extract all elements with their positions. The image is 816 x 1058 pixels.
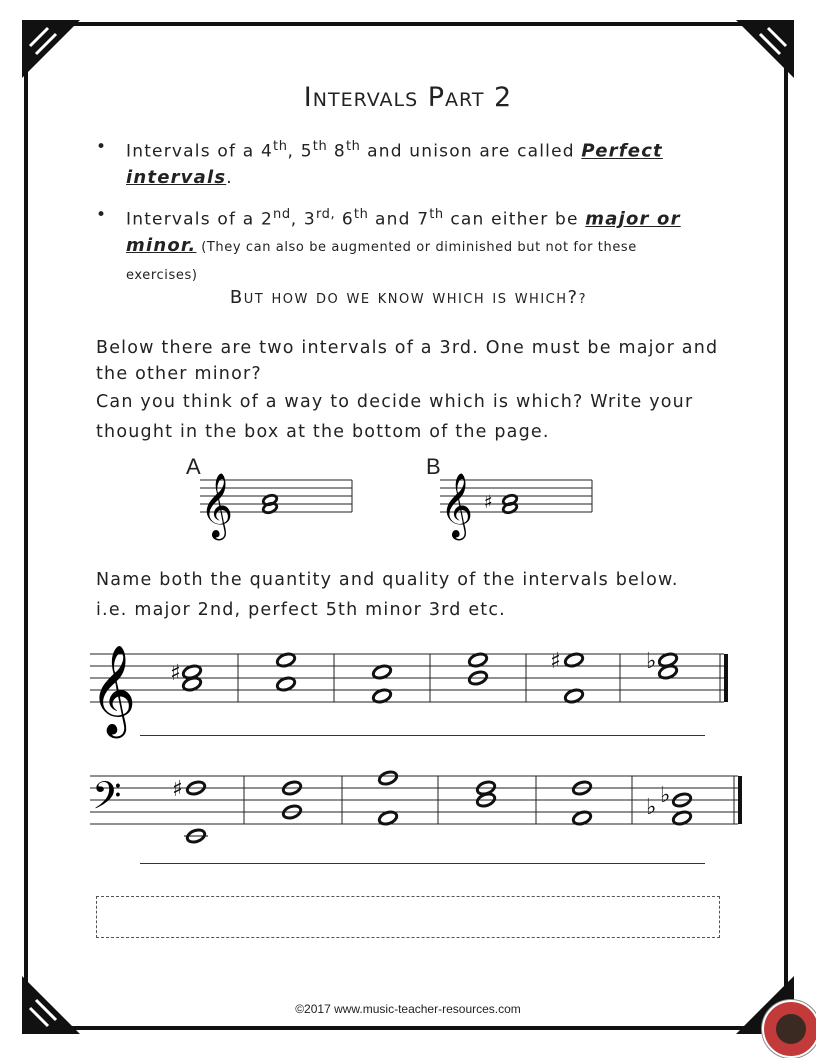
paragraph-decide: Can you think of a way to decide which is which? Write your thought in the box at the bottom of the page. [96, 392, 694, 442]
bass-clef-icon: 𝄢 [92, 773, 122, 827]
bullet-dot: • [96, 205, 108, 225]
instruction-name-intervals: Name both the quantity and quality of the intervals below. [96, 570, 679, 590]
flat-icon: ♭ [660, 783, 671, 808]
bullet-text: Intervals of a 4th, 5th 8th and unison are called Perfect intervals. [126, 139, 663, 188]
perfect-intervals-emphasis: Perfect intervals [126, 140, 663, 188]
answer-line-treble[interactable] [140, 735, 705, 736]
copyright-footer: ©2017 www.music-teacher-resources.com [295, 1002, 521, 1016]
corner-decoration-top-left [22, 20, 92, 90]
instruction-example: i.e. major 2nd, perfect 5th minor 3rd etc. [96, 600, 506, 620]
note-head [378, 770, 399, 786]
final-barline [724, 654, 728, 702]
treble-clef-icon: 𝄞 [90, 645, 137, 735]
paragraph-two-intervals: Below there are two intervals of a 3rd. One must be major and the other minor? [96, 338, 719, 384]
answer-box[interactable] [96, 896, 720, 938]
answer-line-bass[interactable] [140, 863, 705, 864]
bass-exercise-staff [90, 762, 740, 842]
logo-portrait [776, 1014, 806, 1044]
treble-clef-icon: 𝄞 [200, 473, 234, 538]
page-title: Intervals Part 2 [303, 82, 513, 113]
sharp-icon: ♯ [550, 649, 561, 674]
final-barline [738, 776, 742, 824]
example-b-staff [440, 470, 600, 550]
treble-clef-icon: 𝄞 [440, 473, 474, 538]
example-label-b: B [426, 454, 441, 479]
treble-exercise-staff [90, 640, 730, 735]
music-teacher-resources-logo [762, 1000, 816, 1058]
major-minor-emphasis: major or minor. [126, 208, 681, 256]
corner-decoration-top-right [724, 20, 794, 90]
example-a-staff [200, 470, 360, 550]
sharp-icon: ♯ [484, 492, 493, 513]
bullet-dot: • [96, 137, 108, 157]
example-label-a: A [186, 454, 201, 479]
flat-icon: ♭ [646, 649, 657, 674]
flat-icon: ♭ [646, 795, 657, 820]
bullet-text: Intervals of a 2nd, $3^{rd,}$ 6th and 7th can either be major or minor. (They can also be augmented or diminished but not for these exercises) [126, 207, 681, 283]
sharp-icon: ♯ [170, 661, 181, 686]
augmented-note: (They can also be augmented or diminished but not for these exercises) [126, 239, 637, 283]
corner-decoration-bottom-left [22, 964, 92, 1034]
question-heading: But how do we know which is which?? [229, 287, 587, 308]
sharp-icon: ♯ [172, 777, 183, 802]
